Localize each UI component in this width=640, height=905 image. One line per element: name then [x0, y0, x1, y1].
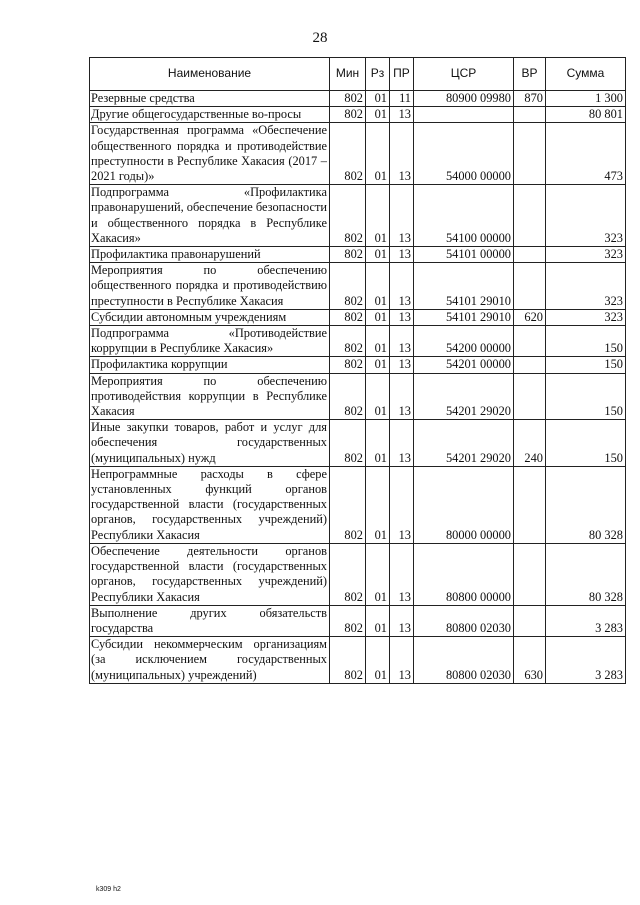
row-min: 802	[330, 247, 366, 263]
row-name: Резервные средства	[90, 91, 330, 107]
row-csr: 54101 29010	[414, 309, 514, 325]
row-sum: 323	[546, 263, 626, 310]
row-sum: 323	[546, 309, 626, 325]
row-rz: 01	[366, 373, 390, 420]
row-rz: 01	[366, 420, 390, 467]
row-vr	[514, 123, 546, 185]
row-pr: 13	[390, 326, 414, 357]
header-pr: ПР	[390, 58, 414, 91]
row-min: 802	[330, 263, 366, 310]
row-sum: 80 328	[546, 543, 626, 605]
row-sum: 150	[546, 420, 626, 467]
row-sum: 473	[546, 123, 626, 185]
document-code: k309 h2	[96, 886, 121, 893]
row-pr: 13	[390, 605, 414, 636]
row-min: 802	[330, 91, 366, 107]
row-min: 802	[330, 357, 366, 373]
row-vr: 620	[514, 309, 546, 325]
row-min: 802	[330, 309, 366, 325]
row-csr: 80900 09980	[414, 91, 514, 107]
table-row	[90, 605, 626, 636]
row-csr: 54200 00000	[414, 326, 514, 357]
row-csr: 80800 02030	[414, 605, 514, 636]
table-row	[90, 543, 626, 605]
row-rz: 01	[366, 357, 390, 373]
row-vr: 240	[514, 420, 546, 467]
row-rz: 01	[366, 605, 390, 636]
table-row	[90, 466, 626, 543]
row-csr: 80800 00000	[414, 543, 514, 605]
row-min: 802	[330, 637, 366, 684]
row-name: Профилактика правонарушений	[90, 247, 330, 263]
row-min: 802	[330, 466, 366, 543]
row-pr: 13	[390, 309, 414, 325]
header-csr: ЦСР	[414, 58, 514, 91]
row-name: Государственная программа «Обеспечение общественного порядка и противодействие преступности в Республике Хакасия (2017 – 2021 годы)»	[90, 123, 330, 185]
row-min: 802	[330, 420, 366, 467]
row-pr: 13	[390, 263, 414, 310]
row-sum: 80 801	[546, 107, 626, 123]
row-vr: 870	[514, 91, 546, 107]
row-name: Мероприятия по обеспечению общественного порядка и противодействию преступности в Республике Хакасия	[90, 263, 330, 310]
row-vr	[514, 107, 546, 123]
table-row	[90, 637, 626, 684]
row-pr: 13	[390, 247, 414, 263]
row-csr: 54101 29010	[414, 263, 514, 310]
row-sum: 1 300	[546, 91, 626, 107]
row-pr: 13	[390, 637, 414, 684]
row-rz: 01	[366, 309, 390, 325]
row-csr: 80000 00000	[414, 466, 514, 543]
table-row	[90, 263, 626, 310]
row-min: 802	[330, 605, 366, 636]
table-row	[90, 185, 626, 247]
row-vr	[514, 373, 546, 420]
row-rz: 01	[366, 91, 390, 107]
table-row	[90, 326, 626, 357]
row-rz: 01	[366, 543, 390, 605]
row-vr	[514, 543, 546, 605]
row-vr	[514, 247, 546, 263]
table-row	[90, 373, 626, 420]
row-pr: 13	[390, 123, 414, 185]
header-min: Мин	[330, 58, 366, 91]
row-sum: 150	[546, 373, 626, 420]
budget-table	[89, 57, 626, 684]
row-name: Субсидии автономным учреждениям	[90, 309, 330, 325]
row-csr: 54000 00000	[414, 123, 514, 185]
table-row	[90, 247, 626, 263]
row-vr	[514, 605, 546, 636]
row-pr: 13	[390, 543, 414, 605]
row-rz: 01	[366, 185, 390, 247]
row-csr	[414, 107, 514, 123]
row-sum: 323	[546, 185, 626, 247]
table-row	[90, 357, 626, 373]
table-row	[90, 420, 626, 467]
row-pr: 13	[390, 107, 414, 123]
header-name: Наименование	[90, 58, 330, 91]
row-csr: 80800 02030	[414, 637, 514, 684]
table-row	[90, 107, 626, 123]
row-vr	[514, 185, 546, 247]
row-rz: 01	[366, 326, 390, 357]
row-rz: 01	[366, 107, 390, 123]
row-name: Другие общегосударственные во-просы	[90, 107, 330, 123]
row-sum: 3 283	[546, 637, 626, 684]
table-row	[90, 91, 626, 107]
table-header-row	[90, 58, 626, 91]
row-name: Непрограммные расходы в сфере установленных функций органов государственной власти (государственных органов, государственных учреждений) Республики Хакасия	[90, 466, 330, 543]
row-min: 802	[330, 326, 366, 357]
row-min: 802	[330, 185, 366, 247]
row-name: Подпрограмма «Противодействие коррупции в Республике Хакасия»	[90, 326, 330, 357]
row-csr: 54201 00000	[414, 357, 514, 373]
row-sum: 150	[546, 357, 626, 373]
row-pr: 13	[390, 466, 414, 543]
row-csr: 54101 00000	[414, 247, 514, 263]
row-pr: 13	[390, 357, 414, 373]
header-vr: ВР	[514, 58, 546, 91]
row-vr	[514, 466, 546, 543]
table-row	[90, 309, 626, 325]
row-rz: 01	[366, 637, 390, 684]
row-rz: 01	[366, 123, 390, 185]
row-rz: 01	[366, 466, 390, 543]
row-csr: 54201 29020	[414, 373, 514, 420]
row-csr: 54100 00000	[414, 185, 514, 247]
row-pr: 13	[390, 420, 414, 467]
row-min: 802	[330, 123, 366, 185]
row-name: Обеспечение деятельности органов государственной власти (государственных органов, государственных учреждений) Республики Хакасия	[90, 543, 330, 605]
row-pr: 13	[390, 373, 414, 420]
header-sum: Сумма	[546, 58, 626, 91]
row-rz: 01	[366, 263, 390, 310]
row-name: Иные закупки товаров, работ и услуг для обеспечения государственных (муниципальных) нужд	[90, 420, 330, 467]
row-name: Профилактика коррупции	[90, 357, 330, 373]
row-csr: 54201 29020	[414, 420, 514, 467]
row-vr	[514, 326, 546, 357]
row-rz: 01	[366, 247, 390, 263]
row-name: Мероприятия по обеспечению противодействия коррупции в Республике Хакасия	[90, 373, 330, 420]
row-pr: 13	[390, 185, 414, 247]
row-name: Субсидии некоммерческим организациям (за исключением государственных (муниципальных) учреждений)	[90, 637, 330, 684]
header-rz: Рз	[366, 58, 390, 91]
row-sum: 150	[546, 326, 626, 357]
page-number: 28	[312, 30, 328, 46]
row-vr	[514, 357, 546, 373]
row-sum: 323	[546, 247, 626, 263]
row-min: 802	[330, 373, 366, 420]
row-pr: 11	[390, 91, 414, 107]
row-name: Выполнение других обязательств государства	[90, 605, 330, 636]
table-row	[90, 123, 626, 185]
row-min: 802	[330, 107, 366, 123]
row-min: 802	[330, 543, 366, 605]
row-vr	[514, 263, 546, 310]
row-sum: 80 328	[546, 466, 626, 543]
row-name: Подпрограмма «Профилактика правонарушений, обеспечение безопасности и общественного порядка в Республике Хакасия»	[90, 185, 330, 247]
row-sum: 3 283	[546, 605, 626, 636]
row-vr: 630	[514, 637, 546, 684]
